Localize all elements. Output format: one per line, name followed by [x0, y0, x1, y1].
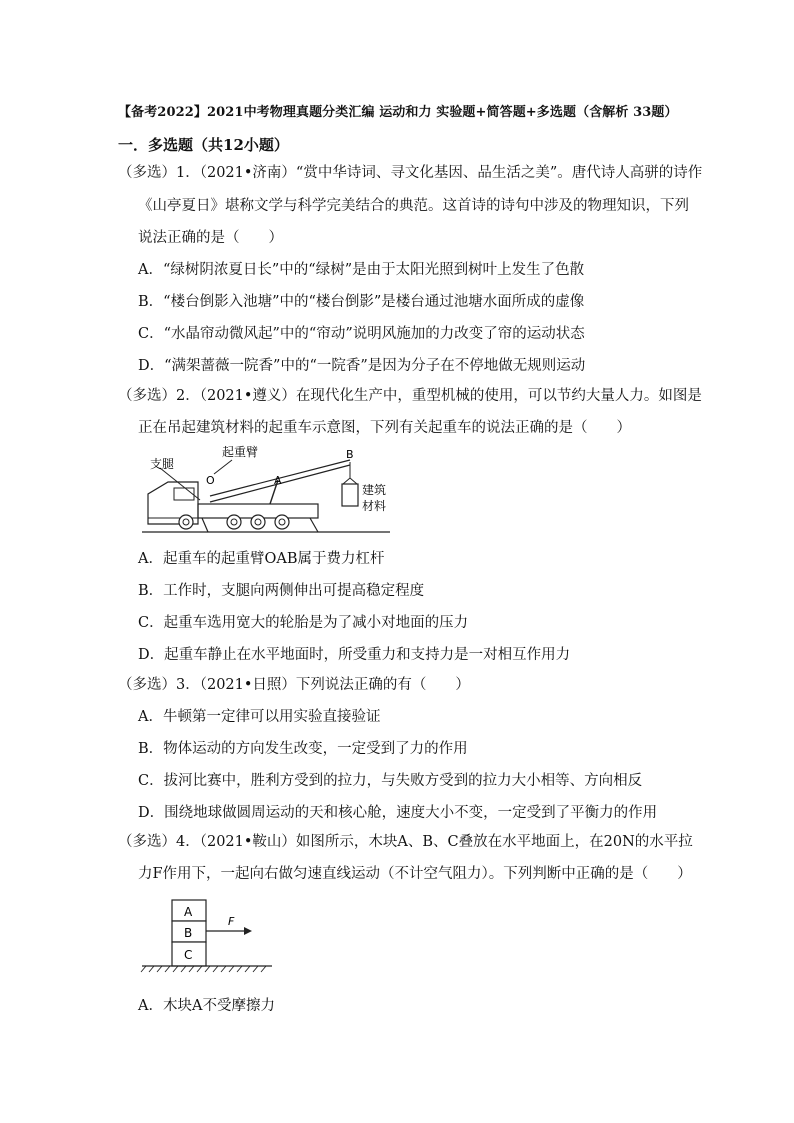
- force-label: F: [228, 915, 235, 928]
- question-2-option-b: B．工作时，支腿向两侧伸出可提高稳定程度: [138, 583, 425, 599]
- leg-label: 支腿: [150, 457, 175, 471]
- question-4-line-1: （多选）4．（2021•鞍山）如图所示，木块A、B、C叠放在水平地面上，在20N的水平拉: [118, 834, 693, 850]
- stacked-blocks-figure: [140, 896, 280, 980]
- question-4-option-a: A．木块A不受摩擦力: [138, 998, 275, 1014]
- point-o-label: O: [206, 474, 215, 487]
- question-3-option-b: B．物体运动的方向发生改变，一定受到了力的作用: [138, 741, 468, 757]
- question-1-line-2: 《山亭夏日》堪称文学与科学完美结合的典范。这首诗的诗句中涉及的物理知识，下列: [138, 198, 689, 214]
- point-b-label: B: [346, 448, 354, 461]
- question-2-option-a: A．起重车的起重臂OAB属于费力杠杆: [138, 551, 385, 567]
- block-a-label: A: [184, 905, 193, 919]
- block-b-label: B: [184, 926, 193, 940]
- question-1-option-c: C．“水晶帘动微风起”中的“帘动”说明风施加的力改变了帘的运动状态: [138, 326, 585, 342]
- section-heading: 一．多选题（共12小题）: [118, 136, 289, 154]
- question-3-option-c: C．拔河比赛中，胜利方受到的拉力，与失败方受到的拉力大小相等、方向相反: [138, 773, 643, 789]
- question-4-line-2: 力F作用下，一起向右做匀速直线运动（不计空气阻力）。下列判断中正确的是（ ）: [138, 866, 692, 882]
- question-3-line-1: （多选）3．（2021•日照）下列说法正确的有（ ）: [118, 677, 470, 693]
- question-2-option-d: D．起重车静止在水平地面时，所受重力和支持力是一对相互作用力: [138, 647, 571, 663]
- block-c-label: C: [184, 948, 193, 962]
- document-title: 【备考2022】2021中考物理真题分类汇编 运动和力 实验题+简答题+多选题（含解析 33题）: [118, 105, 678, 120]
- question-1-option-a: A．“绿树阴浓夏日长”中的“绿树”是由于太阳光照到树叶上发生了色散: [138, 262, 585, 278]
- material-label-1: 建筑: [362, 483, 387, 497]
- question-1-option-d: D．“满架蔷薇一院香”中的“一院香”是因为分子在不停地做无规则运动: [138, 358, 586, 374]
- question-1-line-1: （多选）1．（2021•济南）“赏中华诗词、寻文化基因、品生活之美”。唐代诗人高骈的诗作: [118, 165, 703, 181]
- question-3-option-a: A．牛顿第一定律可以用实验直接验证: [138, 709, 381, 725]
- question-2-line-1: （多选）2．（2021•遵义）在现代化生产中，重型机械的使用，可以节约大量人力。如图是: [118, 388, 702, 404]
- point-a-label: A: [274, 474, 282, 487]
- question-1-line-3: 说法正确的是（ ）: [138, 230, 283, 246]
- question-2-line-2: 正在吊起建筑材料的起重车示意图，下列有关起重车的说法正确的是（ ）: [138, 420, 631, 436]
- material-label-2: 材料: [362, 499, 387, 513]
- question-1-option-b: B．“楼台倒影入池塘”中的“楼台倒影”是楼台通过池塘水面所成的虚像: [138, 294, 585, 310]
- question-3-option-d: D．围绕地球做圆周运动的天和核心舱，速度大小不变，一定受到了平衡力的作用: [138, 805, 658, 821]
- crane-truck-figure: [140, 438, 400, 538]
- question-2-option-c: C．起重车选用宽大的轮胎是为了减小对地面的压力: [138, 615, 469, 631]
- arm-label: 起重臂: [222, 445, 259, 459]
